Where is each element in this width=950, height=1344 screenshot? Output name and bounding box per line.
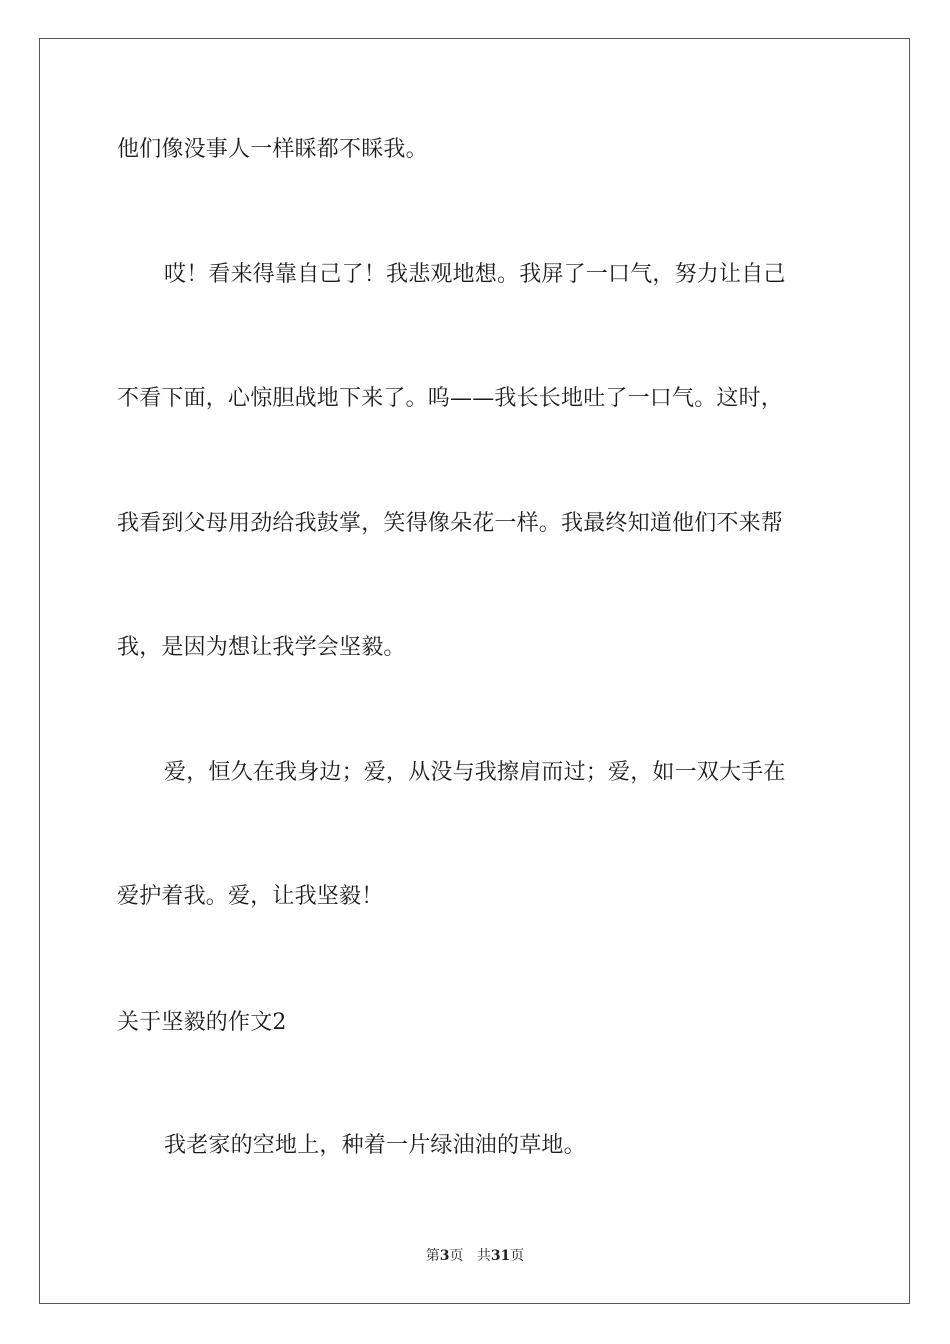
footer-page-number: 3 [439,1248,450,1264]
text-line-1: 他们像没事人一样睬都不睬我。 [117,137,428,162]
footer-total-suffix: 页 [510,1248,525,1264]
text-line-2: 哎！看来得靠自己了！我悲观地想。我屏了一口气，努力让自己 [164,262,786,287]
text-line-3: 不看下面，心惊胆战地下来了。呜——我长长地吐了一口气。这时， [117,386,784,411]
text-line-7: 爱护着我。爱，让我坚毅！ [117,884,384,909]
page-frame [39,38,910,1304]
footer-total-prefix: 共 [476,1248,491,1264]
text-line-5: 我，是因为想让我学会坚毅。 [117,635,406,660]
section-heading: 关于坚毅的作文2 [117,1010,287,1035]
page-footer [0,1246,950,1266]
text-line-9: 我老家的空地上，种着一片绿油油的草地。 [164,1133,586,1158]
text-line-6: 爱，恒久在我身边；爱，从没与我擦肩而过；爱，如一双大手在 [164,760,786,785]
text-line-4: 我看到父母用劲给我鼓掌，笑得像朵花一样。我最终知道他们不来帮 [117,511,784,536]
footer-page-prefix: 第 [425,1248,440,1264]
footer-total-pages: 31 [490,1248,511,1264]
footer-page-suffix: 页 [449,1248,464,1264]
